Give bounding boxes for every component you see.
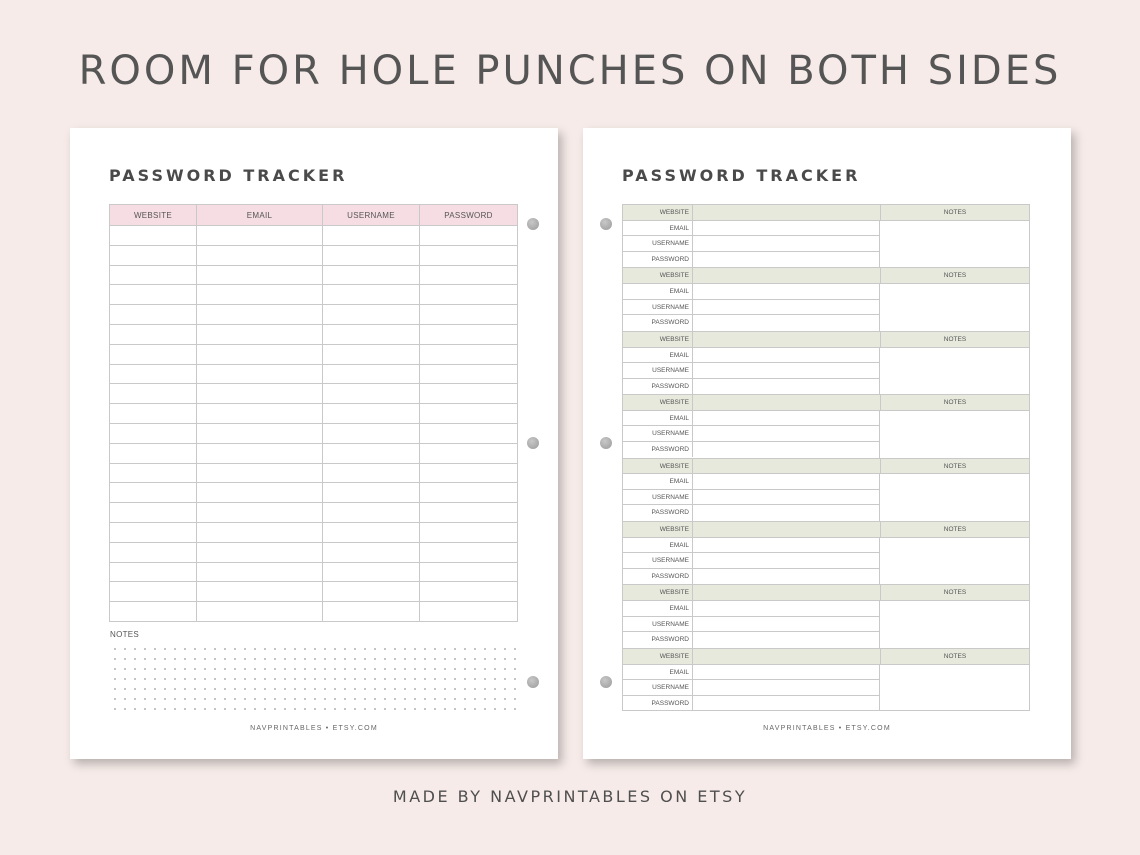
username-label: USERNAME bbox=[623, 490, 693, 505]
table-cell[interactable] bbox=[420, 463, 518, 483]
table-row bbox=[110, 443, 518, 463]
email-row[interactable] bbox=[623, 538, 879, 554]
table-cell[interactable] bbox=[197, 463, 323, 483]
username-row[interactable] bbox=[623, 680, 879, 696]
table-cell[interactable] bbox=[323, 324, 420, 344]
table-header-row bbox=[110, 205, 518, 226]
block-body bbox=[623, 348, 1029, 395]
block-body bbox=[623, 411, 1029, 458]
password-row[interactable] bbox=[623, 379, 879, 395]
table-cell[interactable] bbox=[420, 245, 518, 265]
email-row[interactable] bbox=[623, 221, 879, 237]
notes-label: NOTES bbox=[943, 399, 967, 407]
table-row bbox=[110, 344, 518, 364]
website-field[interactable] bbox=[693, 522, 881, 537]
table-cell[interactable] bbox=[323, 483, 420, 503]
notes-label: NOTES bbox=[943, 589, 967, 597]
table-cell[interactable] bbox=[323, 443, 420, 463]
block-body bbox=[623, 474, 1029, 521]
password-row[interactable] bbox=[623, 252, 879, 268]
table-cell[interactable] bbox=[110, 443, 197, 463]
email-row[interactable] bbox=[623, 411, 879, 427]
table-row bbox=[110, 245, 518, 265]
table-cell[interactable] bbox=[110, 285, 197, 305]
username-label: USERNAME bbox=[623, 553, 693, 568]
notes-field[interactable] bbox=[880, 474, 1029, 521]
table-cell[interactable] bbox=[420, 503, 518, 523]
email-label: EMAIL bbox=[623, 348, 693, 363]
password-entry-block bbox=[622, 458, 1030, 521]
table-cell[interactable] bbox=[420, 305, 518, 325]
email-row[interactable] bbox=[623, 474, 879, 490]
email-label: EMAIL bbox=[623, 538, 693, 553]
table-cell[interactable] bbox=[420, 562, 518, 582]
table-cell[interactable] bbox=[110, 305, 197, 325]
username-row[interactable] bbox=[623, 300, 879, 316]
notes-field[interactable] bbox=[880, 665, 1029, 712]
table-cell[interactable] bbox=[197, 582, 323, 602]
table-cell[interactable] bbox=[420, 522, 518, 542]
table-row bbox=[110, 582, 518, 602]
column-header-email: EMAIL bbox=[197, 205, 323, 226]
website-field[interactable] bbox=[693, 649, 881, 664]
block-body bbox=[623, 665, 1029, 712]
username-label: USERNAME bbox=[623, 426, 693, 441]
table-cell[interactable] bbox=[197, 443, 323, 463]
password-row[interactable] bbox=[623, 442, 879, 458]
table-cell[interactable] bbox=[110, 483, 197, 503]
table-cell[interactable] bbox=[323, 562, 420, 582]
email-label: EMAIL bbox=[623, 284, 693, 299]
block-header bbox=[623, 332, 1029, 348]
table-cell[interactable] bbox=[110, 226, 197, 246]
password-row[interactable] bbox=[623, 569, 879, 585]
table-cell[interactable] bbox=[110, 602, 197, 622]
table-cell[interactable] bbox=[110, 245, 197, 265]
table-cell[interactable] bbox=[323, 364, 420, 384]
block-header bbox=[623, 649, 1029, 665]
password-table bbox=[109, 204, 518, 622]
notes-label: NOTES bbox=[943, 652, 967, 660]
notes-field[interactable] bbox=[880, 601, 1029, 648]
field-rows bbox=[623, 284, 880, 331]
table-cell[interactable] bbox=[420, 364, 518, 384]
table-row bbox=[110, 503, 518, 523]
table-cell[interactable] bbox=[323, 463, 420, 483]
hole-punch-icon bbox=[600, 218, 612, 230]
website-label: WEBSITE bbox=[623, 395, 693, 410]
table-cell[interactable] bbox=[110, 562, 197, 582]
footer-caption: MADE BY NAVPRINTABLES ON ETSY bbox=[392, 787, 748, 806]
email-row[interactable] bbox=[623, 601, 879, 617]
table-row bbox=[110, 265, 518, 285]
password-entry-block bbox=[622, 331, 1030, 394]
website-label: WEBSITE bbox=[623, 585, 693, 600]
table-cell[interactable] bbox=[110, 265, 197, 285]
table-cell[interactable] bbox=[197, 324, 323, 344]
table-cell[interactable] bbox=[323, 503, 420, 523]
password-label: PASSWORD bbox=[623, 252, 693, 268]
table-row bbox=[110, 463, 518, 483]
table-row bbox=[110, 305, 518, 325]
password-entry-block bbox=[622, 267, 1030, 330]
table-row bbox=[110, 404, 518, 424]
right-planner-page bbox=[583, 128, 1071, 759]
website-label: WEBSITE bbox=[623, 268, 693, 283]
table-cell[interactable] bbox=[197, 265, 323, 285]
table-cell[interactable] bbox=[420, 324, 518, 344]
table-cell[interactable] bbox=[323, 423, 420, 443]
table-cell[interactable] bbox=[420, 384, 518, 404]
table-cell[interactable] bbox=[323, 404, 420, 424]
table-cell[interactable] bbox=[197, 305, 323, 325]
password-label: PASSWORD bbox=[623, 696, 693, 712]
table-cell[interactable] bbox=[110, 423, 197, 443]
table-cell[interactable] bbox=[323, 384, 420, 404]
left-page-title: PASSWORD TRACKER bbox=[109, 166, 348, 185]
password-label: PASSWORD bbox=[623, 569, 693, 585]
table-row bbox=[110, 522, 518, 542]
table-cell[interactable] bbox=[323, 265, 420, 285]
table-cell[interactable] bbox=[420, 344, 518, 364]
block-body bbox=[623, 221, 1029, 268]
hole-punch-icon bbox=[527, 676, 539, 688]
password-label: PASSWORD bbox=[623, 442, 693, 458]
table-cell[interactable] bbox=[110, 542, 197, 562]
password-row[interactable] bbox=[623, 696, 879, 712]
username-label: USERNAME bbox=[623, 617, 693, 632]
table-cell[interactable] bbox=[420, 602, 518, 622]
website-field[interactable] bbox=[693, 332, 881, 347]
table-row bbox=[110, 384, 518, 404]
column-header-website: WEBSITE bbox=[110, 205, 197, 226]
email-label: EMAIL bbox=[623, 665, 693, 680]
table-cell[interactable] bbox=[323, 542, 420, 562]
block-header bbox=[623, 395, 1029, 411]
table-cell[interactable] bbox=[110, 364, 197, 384]
table-cell[interactable] bbox=[197, 404, 323, 424]
notes-label: NOTES bbox=[943, 272, 967, 280]
table-cell[interactable] bbox=[197, 522, 323, 542]
notes-label: NOTES bbox=[943, 209, 967, 216]
table-row bbox=[110, 226, 518, 246]
table-cell[interactable] bbox=[110, 324, 197, 344]
website-label: WEBSITE bbox=[623, 205, 693, 220]
left-page-credit: NAVPRINTABLES • ETSY.COM bbox=[250, 725, 378, 732]
table-cell[interactable] bbox=[110, 503, 197, 523]
password-label: PASSWORD bbox=[623, 632, 693, 648]
notes-label: NOTES bbox=[943, 462, 967, 470]
password-entry-block bbox=[622, 584, 1030, 647]
website-field[interactable] bbox=[693, 459, 881, 474]
block-header bbox=[623, 522, 1029, 538]
website-field[interactable] bbox=[693, 205, 881, 220]
email-row[interactable] bbox=[623, 284, 879, 300]
table-cell[interactable] bbox=[197, 285, 323, 305]
field-rows bbox=[623, 411, 880, 458]
username-row[interactable] bbox=[623, 553, 879, 569]
table-row bbox=[110, 285, 518, 305]
table-cell[interactable] bbox=[197, 364, 323, 384]
website-field[interactable] bbox=[693, 585, 881, 600]
table-cell[interactable] bbox=[197, 542, 323, 562]
password-row[interactable] bbox=[623, 505, 879, 521]
table-cell[interactable] bbox=[110, 404, 197, 424]
dot-grid-notes-area bbox=[110, 644, 518, 716]
table-cell[interactable] bbox=[110, 582, 197, 602]
password-row[interactable] bbox=[623, 632, 879, 648]
table-row bbox=[110, 423, 518, 443]
email-row[interactable] bbox=[623, 665, 879, 681]
website-label: WEBSITE bbox=[623, 649, 693, 664]
username-label: USERNAME bbox=[623, 236, 693, 251]
field-rows bbox=[623, 601, 880, 648]
website-label: WEBSITE bbox=[623, 459, 693, 474]
website-label: WEBSITE bbox=[623, 332, 693, 347]
table-cell[interactable] bbox=[197, 344, 323, 364]
password-row[interactable] bbox=[623, 315, 879, 331]
column-header-username: USERNAME bbox=[323, 205, 420, 226]
notes-label: NOTES bbox=[110, 630, 140, 639]
table-cell[interactable] bbox=[197, 226, 323, 246]
table-cell[interactable] bbox=[197, 503, 323, 523]
table-cell[interactable] bbox=[197, 245, 323, 265]
username-row[interactable] bbox=[623, 426, 879, 442]
field-rows bbox=[623, 348, 880, 395]
table-row bbox=[110, 542, 518, 562]
field-rows bbox=[623, 538, 880, 585]
right-page-credit: NAVPRINTABLES • ETSY.COM bbox=[763, 725, 891, 732]
website-field[interactable] bbox=[693, 268, 881, 283]
block-header bbox=[623, 268, 1029, 284]
table-cell[interactable] bbox=[420, 285, 518, 305]
table-row bbox=[110, 483, 518, 503]
field-rows bbox=[623, 474, 880, 521]
username-row[interactable] bbox=[623, 617, 879, 633]
block-header bbox=[623, 459, 1029, 475]
table-cell[interactable] bbox=[110, 463, 197, 483]
hole-punch-icon bbox=[600, 437, 612, 449]
table-cell[interactable] bbox=[197, 384, 323, 404]
table-cell[interactable] bbox=[420, 542, 518, 562]
email-label: EMAIL bbox=[623, 601, 693, 616]
table-cell[interactable] bbox=[420, 265, 518, 285]
table-cell[interactable] bbox=[323, 245, 420, 265]
username-row[interactable] bbox=[623, 490, 879, 506]
table-cell[interactable] bbox=[323, 344, 420, 364]
block-body bbox=[623, 601, 1029, 648]
table-cell[interactable] bbox=[323, 522, 420, 542]
table-cell[interactable] bbox=[197, 562, 323, 582]
field-rows bbox=[623, 221, 880, 268]
table-cell[interactable] bbox=[420, 582, 518, 602]
notes-field[interactable] bbox=[880, 221, 1029, 268]
password-label: PASSWORD bbox=[623, 315, 693, 331]
table-cell[interactable] bbox=[323, 285, 420, 305]
table-cell[interactable] bbox=[323, 582, 420, 602]
block-header bbox=[623, 205, 1029, 221]
username-label: USERNAME bbox=[623, 363, 693, 378]
table-row bbox=[110, 364, 518, 384]
block-body bbox=[623, 538, 1029, 585]
block-header bbox=[623, 585, 1029, 601]
table-body bbox=[110, 226, 518, 622]
notes-label: NOTES bbox=[943, 525, 967, 533]
password-label: PASSWORD bbox=[623, 379, 693, 395]
notes-field[interactable] bbox=[880, 411, 1029, 458]
table-cell[interactable] bbox=[110, 384, 197, 404]
table-cell[interactable] bbox=[110, 344, 197, 364]
table-cell[interactable] bbox=[420, 483, 518, 503]
block-body bbox=[623, 284, 1029, 331]
table-cell[interactable] bbox=[420, 423, 518, 443]
password-entry-block bbox=[622, 204, 1030, 267]
table-row bbox=[110, 324, 518, 344]
column-header-password: PASSWORD bbox=[420, 205, 518, 226]
hole-punch-icon bbox=[600, 676, 612, 688]
table-cell[interactable] bbox=[197, 602, 323, 622]
email-label: EMAIL bbox=[623, 221, 693, 236]
password-label: PASSWORD bbox=[623, 505, 693, 521]
table-cell[interactable] bbox=[197, 483, 323, 503]
table-cell[interactable] bbox=[197, 423, 323, 443]
table-cell[interactable] bbox=[323, 602, 420, 622]
hole-punch-icon bbox=[527, 218, 539, 230]
email-label: EMAIL bbox=[623, 474, 693, 489]
left-planner-page bbox=[70, 128, 558, 759]
username-label: USERNAME bbox=[623, 300, 693, 315]
hole-punch-icon bbox=[527, 437, 539, 449]
website-field[interactable] bbox=[693, 395, 881, 410]
password-entry-block bbox=[622, 648, 1030, 711]
email-label: EMAIL bbox=[623, 411, 693, 426]
password-entry-block bbox=[622, 394, 1030, 457]
table-cell[interactable] bbox=[420, 404, 518, 424]
email-row[interactable] bbox=[623, 348, 879, 364]
table-cell[interactable] bbox=[420, 443, 518, 463]
password-entry-block bbox=[622, 521, 1030, 584]
notes-label: NOTES bbox=[943, 335, 967, 343]
notes-field[interactable] bbox=[880, 538, 1029, 585]
table-cell[interactable] bbox=[420, 226, 518, 246]
notes-field[interactable] bbox=[880, 348, 1029, 395]
password-blocks bbox=[622, 204, 1030, 711]
table-row bbox=[110, 602, 518, 622]
notes-field[interactable] bbox=[880, 284, 1029, 331]
field-rows bbox=[623, 665, 880, 712]
right-page-title: PASSWORD TRACKER bbox=[622, 166, 861, 185]
table-row bbox=[110, 562, 518, 582]
table-cell[interactable] bbox=[323, 305, 420, 325]
username-row[interactable] bbox=[623, 363, 879, 379]
username-label: USERNAME bbox=[623, 680, 693, 695]
table-cell[interactable] bbox=[323, 226, 420, 246]
website-label: WEBSITE bbox=[623, 522, 693, 537]
username-row[interactable] bbox=[623, 236, 879, 252]
headline: ROOM FOR HOLE PUNCHES ON BOTH SIDES bbox=[78, 48, 1062, 94]
table-cell[interactable] bbox=[110, 522, 197, 542]
